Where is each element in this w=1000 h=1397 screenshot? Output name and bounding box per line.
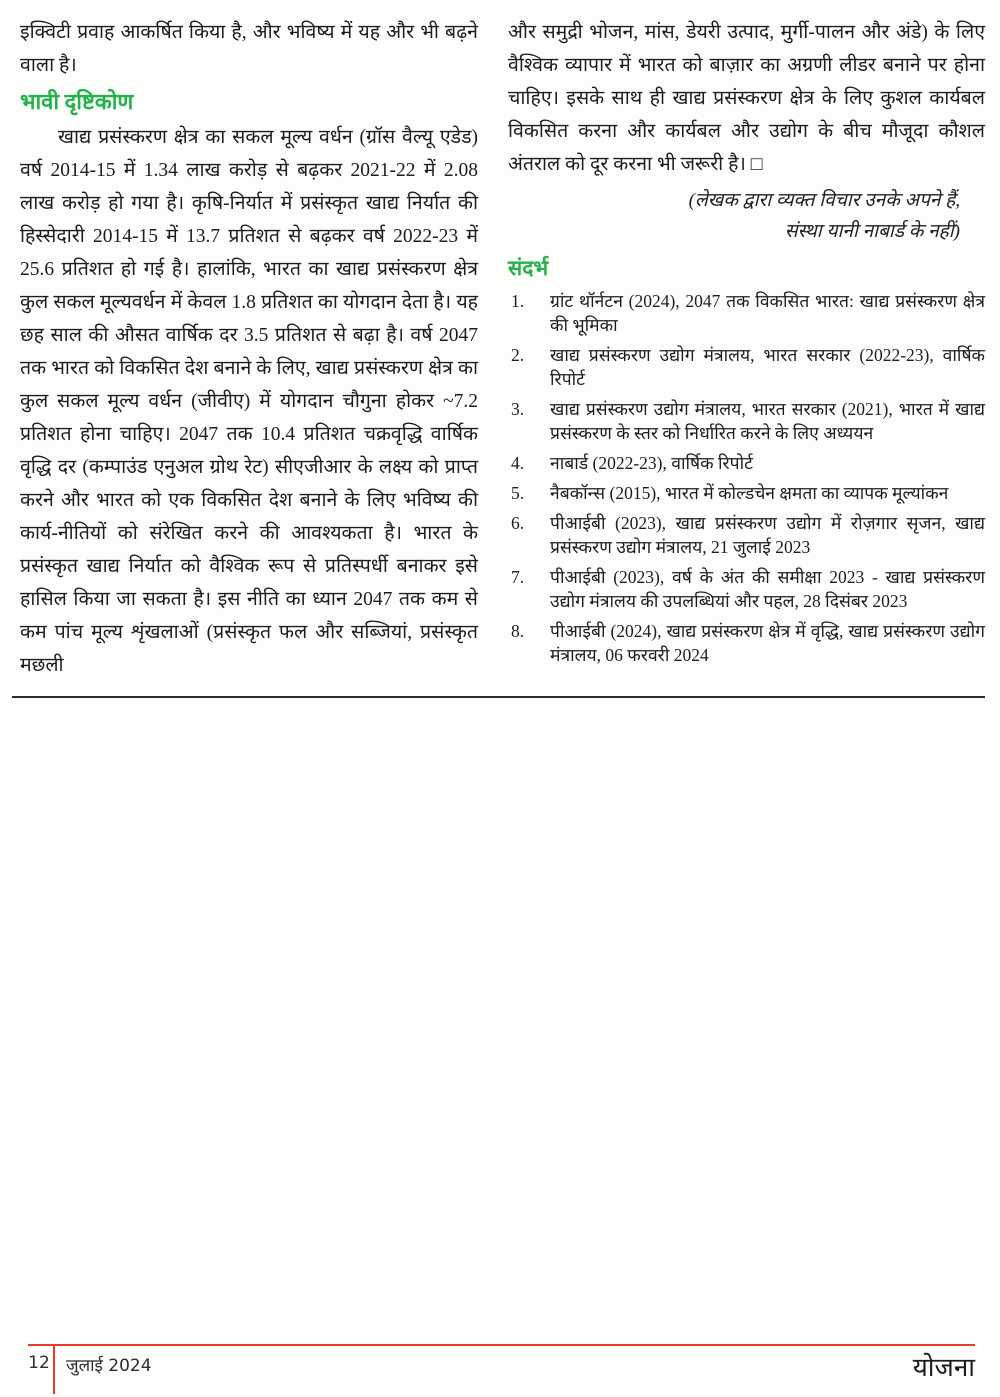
- reference-item: [508, 619, 985, 667]
- article-content: [0, 0, 1000, 682]
- author-note-line2: संस्था यानी नाबार्ड के नहीं): [784, 221, 960, 242]
- author-note-line1: (लेखक द्वारा व्यक्त विचार उनके अपने हैं,: [688, 190, 960, 211]
- reference-item: [508, 343, 985, 391]
- reference-number: 7.: [511, 567, 525, 587]
- reference-text: खाद्य प्रसंस्करण उद्योग मंत्रालय, भारत सरकार (2022-23), वार्षिक रिपोर्ट: [550, 345, 985, 389]
- right-column: [508, 16, 985, 682]
- reference-text: पीआईबी (2024), खाद्य प्रसंस्करण क्षेत्र में वृद्धि, खाद्य प्रसंस्करण उद्योग मंत्रालय, 06 फरवरी 2024: [550, 621, 985, 665]
- reference-number: 8.: [511, 621, 525, 641]
- reference-item: [508, 511, 985, 559]
- reference-text: ग्रांट थॉर्नटन (2024), 2047 तक विकसित भारत: खाद्य प्रसंस्करण क्षेत्र की भूमिका: [550, 291, 985, 335]
- page-footer: [0, 1344, 1000, 1397]
- reference-item: [508, 289, 985, 337]
- reference-item: [508, 397, 985, 445]
- page-number: 12: [28, 1353, 50, 1373]
- issue-date: जुलाई 2024: [66, 1356, 152, 1376]
- future-outlook-heading: भावी दृष्टिकोण: [20, 89, 134, 114]
- reference-number: 1.: [511, 291, 525, 311]
- reference-item: [508, 451, 985, 475]
- reference-number: 5.: [511, 483, 525, 503]
- reference-number: 2.: [511, 345, 525, 365]
- reference-number: 6.: [511, 513, 525, 533]
- continuation-text: और समुद्री भोजन, मांस, डेयरी उत्पाद, मुर्गी-पालन और अंडे) के लिए वैश्विक व्यापार में भारत को बाज़ार का अग्रणी लीडर बनाने पर होना चाहिए। इसके साथ ही खाद्य प्रसंस्करण क्षेत्र के लिए कुशल कार्यबल विकसित करना और कार्यबल और उद्योग के बीच मौजूदा कौशल अंतराल को दूर करना भी जरूरी है।: [508, 22, 985, 175]
- end-of-article-square-icon: □: [750, 154, 763, 175]
- reference-text: नाबार्ड (2022-23), वार्षिक रिपोर्ट: [550, 453, 753, 473]
- continuation-paragraph: [508, 16, 985, 181]
- reference-text: पीआईबी (2023), वर्ष के अंत की समीक्षा 2023 - खाद्य प्रसंस्करण उद्योग मंत्रालय की उपलब्धियां और पहल, 28 दिसंबर 2023: [550, 567, 985, 611]
- footer-red-rule: [28, 1344, 975, 1346]
- reference-text: पीआईबी (2023), खाद्य प्रसंस्करण उद्योग में रोज़गार सृजन, खाद्य प्रसंस्करण उद्योग मंत्रालय, 21 जुलाई 2023: [550, 513, 985, 557]
- reference-text: नैबकॉन्स (2015), भारत में कोल्डचेन क्षमता का व्यापक मूल्यांकन: [550, 483, 949, 503]
- intro-paragraph: इक्विटी प्रवाह आकर्षित किया है, और भविष्य में यह और भी बढ़ने वाला है।: [20, 22, 478, 76]
- references-heading: संदर्भ: [508, 256, 549, 280]
- reference-text: खाद्य प्रसंस्करण उद्योग मंत्रालय, भारत सरकार (2021), भारत में खाद्य प्रसंस्करण के स्तर को निर्धारित करने के लिए अध्ययन: [550, 399, 985, 443]
- author-note: [508, 185, 960, 247]
- body-paragraph: खाद्य प्रसंस्करण क्षेत्र का सकल मूल्य वर्धन (ग्रॉस वैल्यू एडेड) वर्ष 2014-15 में 1.34 लाख करोड़ से बढ़कर 2021-22 में 2.08 लाख करोड़ हो गया है। कृषि-निर्यात में प्रसंस्कृत खाद्य निर्यात की हिस्सेदारी 2014-15 में 13.7 प्रतिशत से बढ़कर वर्ष 2022-23 में 25.6 प्रतिशत हो गई है। हालांकि, भारत का खाद्य प्रसंस्करण क्षेत्र कुल सकल मूल्यवर्धन में केवल 1.8 प्रतिशत का योगदान देता है। यह छह साल की औसत वार्षिक दर 3.5 प्रतिशत से बढ़ा है। वर्ष 2047 तक भारत को विकसित देश बनाने के लिए, खाद्य प्रसंस्करण क्षेत्र का कुल सकल मूल्य वर्धन (जीवीए) में योगदान चौगुना होकर ~7.2 प्रतिशत होना चाहिए। 2047 तक 10.4 प्रतिशत चक्रवृद्धि वार्षिक वृद्धि दर (कम्पाउंड एनुअल ग्रोथ रेट) सीएजीआर के लक्ष्य को प्राप्त करने और भारत को एक विकसित देश बनाने के लिए भविष्य की कार्य-नीतियों को संरेखित करने की आवश्यकता है। भारत के प्रसंस्कृत खाद्य निर्यात को वैश्विक रूप से प्रतिस्पर्धी बनाकर इसे हासिल किया जा सकता है। इस नीति का ध्यान 2047 तक कम से कम पांच मूल्य शृंखलाओं (प्रसंस्कृत फल और सब्जियां, प्रसंस्कृत मछली: [20, 127, 478, 676]
- left-column: [20, 16, 478, 682]
- reference-number: 4.: [511, 453, 525, 473]
- reference-number: 3.: [511, 399, 525, 419]
- article-end-divider: [12, 696, 985, 698]
- reference-item: [508, 565, 985, 613]
- references-list: [508, 289, 985, 667]
- reference-item: [508, 481, 985, 505]
- magazine-name: योजना: [912, 1353, 975, 1382]
- footer-red-vertical-line: [53, 1344, 55, 1394]
